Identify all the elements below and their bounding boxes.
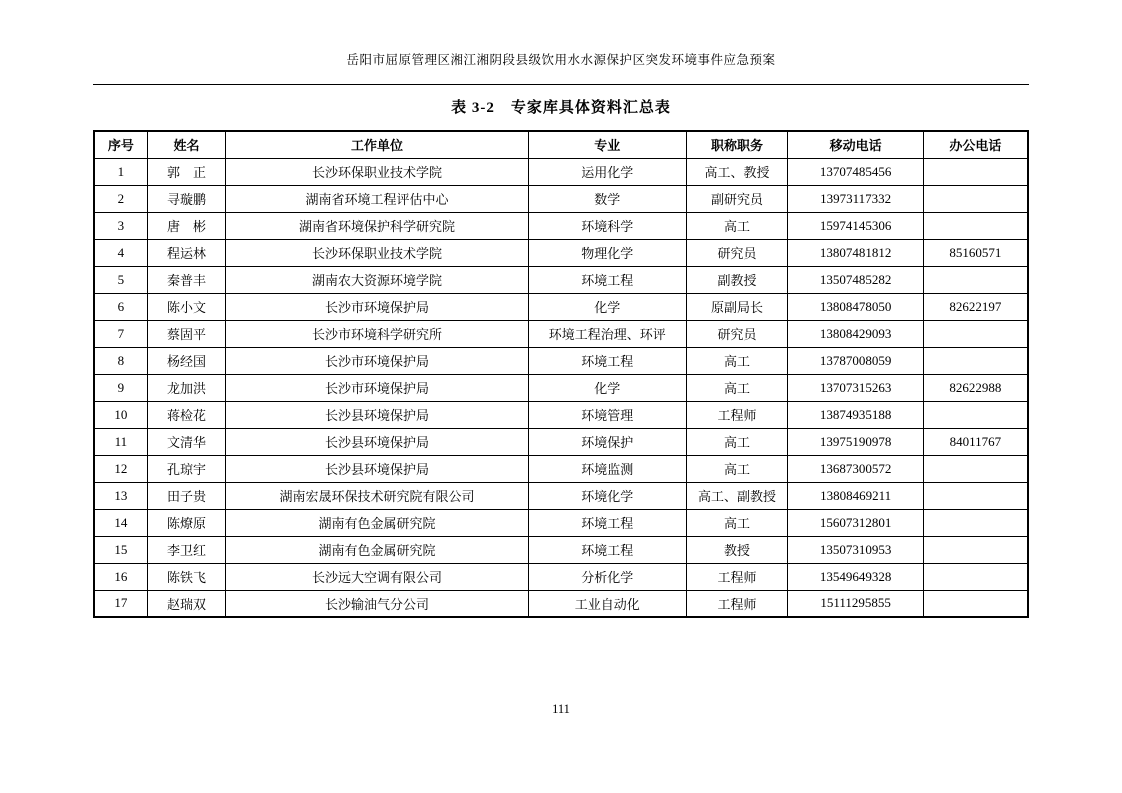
cell-work-unit: 长沙远大空调有限公司 bbox=[226, 563, 529, 590]
column-header-work-unit: 工作单位 bbox=[226, 131, 529, 158]
cell-title: 高工、副教授 bbox=[686, 482, 788, 509]
cell-office-phone: 82622197 bbox=[923, 293, 1028, 320]
cell-specialty: 环境科学 bbox=[528, 212, 686, 239]
cell-office-phone bbox=[923, 212, 1028, 239]
cell-index: 1 bbox=[94, 158, 147, 185]
cell-index: 8 bbox=[94, 347, 147, 374]
cell-mobile-phone: 13973117332 bbox=[788, 185, 923, 212]
cell-index: 3 bbox=[94, 212, 147, 239]
table-row bbox=[94, 347, 1028, 374]
cell-name: 龙加洪 bbox=[147, 374, 225, 401]
cell-mobile-phone: 13807481812 bbox=[788, 239, 923, 266]
cell-work-unit: 长沙市环境科学研究所 bbox=[226, 320, 529, 347]
cell-name: 蒋检花 bbox=[147, 401, 225, 428]
cell-office-phone bbox=[923, 401, 1028, 428]
table-row bbox=[94, 590, 1028, 617]
cell-work-unit: 长沙输油气分公司 bbox=[226, 590, 529, 617]
cell-name: 陈铁飞 bbox=[147, 563, 225, 590]
table-row bbox=[94, 563, 1028, 590]
cell-specialty: 环境工程治理、环评 bbox=[528, 320, 686, 347]
cell-title: 副研究员 bbox=[686, 185, 788, 212]
cell-specialty: 环境工程 bbox=[528, 536, 686, 563]
document-header-text: 岳阳市屈原管理区湘江湘阴段县级饮用水水源保护区突发环境事件应急预案 bbox=[346, 53, 776, 67]
table-header-row bbox=[94, 131, 1028, 158]
header-divider bbox=[93, 84, 1029, 85]
cell-specialty: 环境管理 bbox=[528, 401, 686, 428]
cell-work-unit: 湖南省环境保护科学研究院 bbox=[226, 212, 529, 239]
cell-name: 杨经国 bbox=[147, 347, 225, 374]
cell-work-unit: 湖南宏晟环保技术研究院有限公司 bbox=[226, 482, 529, 509]
cell-name: 文清华 bbox=[147, 428, 225, 455]
cell-mobile-phone: 13687300572 bbox=[788, 455, 923, 482]
table-row bbox=[94, 293, 1028, 320]
cell-name: 程运林 bbox=[147, 239, 225, 266]
cell-mobile-phone: 15111295855 bbox=[788, 590, 923, 617]
cell-index: 10 bbox=[94, 401, 147, 428]
cell-office-phone bbox=[923, 347, 1028, 374]
cell-title: 教授 bbox=[686, 536, 788, 563]
cell-work-unit: 湖南有色金属研究院 bbox=[226, 536, 529, 563]
experts-table bbox=[93, 130, 1029, 618]
cell-office-phone bbox=[923, 536, 1028, 563]
column-header-title: 职称职务 bbox=[686, 131, 788, 158]
cell-work-unit: 湖南农大资源环境学院 bbox=[226, 266, 529, 293]
cell-index: 14 bbox=[94, 509, 147, 536]
cell-work-unit: 长沙县环境保护局 bbox=[226, 455, 529, 482]
table-header bbox=[94, 131, 1028, 158]
cell-mobile-phone: 15974145306 bbox=[788, 212, 923, 239]
cell-work-unit: 长沙环保职业技术学院 bbox=[226, 239, 529, 266]
cell-mobile-phone: 13507310953 bbox=[788, 536, 923, 563]
cell-specialty: 环境化学 bbox=[528, 482, 686, 509]
cell-office-phone bbox=[923, 455, 1028, 482]
cell-title: 工程师 bbox=[686, 563, 788, 590]
cell-work-unit: 湖南有色金属研究院 bbox=[226, 509, 529, 536]
document-header bbox=[93, 0, 1029, 68]
cell-index: 2 bbox=[94, 185, 147, 212]
cell-index: 16 bbox=[94, 563, 147, 590]
cell-office-phone: 84011767 bbox=[923, 428, 1028, 455]
cell-office-phone bbox=[923, 509, 1028, 536]
column-header-name: 姓名 bbox=[147, 131, 225, 158]
cell-specialty: 环境工程 bbox=[528, 347, 686, 374]
cell-title: 高工 bbox=[686, 212, 788, 239]
cell-title: 工程师 bbox=[686, 590, 788, 617]
cell-index: 12 bbox=[94, 455, 147, 482]
cell-name: 陈小文 bbox=[147, 293, 225, 320]
cell-mobile-phone: 13549649328 bbox=[788, 563, 923, 590]
cell-mobile-phone: 13787008059 bbox=[788, 347, 923, 374]
cell-mobile-phone: 13707315263 bbox=[788, 374, 923, 401]
cell-office-phone bbox=[923, 185, 1028, 212]
column-header-specialty: 专业 bbox=[528, 131, 686, 158]
table-row bbox=[94, 374, 1028, 401]
cell-index: 17 bbox=[94, 590, 147, 617]
cell-index: 4 bbox=[94, 239, 147, 266]
cell-name: 秦普丰 bbox=[147, 266, 225, 293]
column-header-office-phone: 办公电话 bbox=[923, 131, 1028, 158]
cell-specialty: 工业自动化 bbox=[528, 590, 686, 617]
cell-work-unit: 长沙县环境保护局 bbox=[226, 428, 529, 455]
cell-index: 5 bbox=[94, 266, 147, 293]
cell-name: 赵瑞双 bbox=[147, 590, 225, 617]
table-row bbox=[94, 482, 1028, 509]
cell-name: 郭 正 bbox=[147, 158, 225, 185]
cell-index: 11 bbox=[94, 428, 147, 455]
cell-name: 蔡固平 bbox=[147, 320, 225, 347]
cell-name: 田子贵 bbox=[147, 482, 225, 509]
cell-work-unit: 湖南省环境工程评估中心 bbox=[226, 185, 529, 212]
table-row bbox=[94, 455, 1028, 482]
cell-specialty: 数学 bbox=[528, 185, 686, 212]
cell-title: 研究员 bbox=[686, 239, 788, 266]
cell-title: 高工、教授 bbox=[686, 158, 788, 185]
cell-name: 寻璇鹏 bbox=[147, 185, 225, 212]
cell-office-phone bbox=[923, 590, 1028, 617]
cell-specialty: 物理化学 bbox=[528, 239, 686, 266]
table-row bbox=[94, 509, 1028, 536]
cell-work-unit: 长沙市环境保护局 bbox=[226, 293, 529, 320]
table-row bbox=[94, 536, 1028, 563]
cell-name: 李卫红 bbox=[147, 536, 225, 563]
cell-specialty: 环境保护 bbox=[528, 428, 686, 455]
table-title: 表 3-2 专家库具体资料汇总表 bbox=[451, 100, 671, 116]
table-row bbox=[94, 239, 1028, 266]
cell-office-phone bbox=[923, 158, 1028, 185]
cell-title: 高工 bbox=[686, 428, 788, 455]
cell-index: 6 bbox=[94, 293, 147, 320]
cell-name: 孔琼宇 bbox=[147, 455, 225, 482]
table-row bbox=[94, 428, 1028, 455]
cell-office-phone bbox=[923, 482, 1028, 509]
table-row bbox=[94, 320, 1028, 347]
table-row bbox=[94, 158, 1028, 185]
cell-specialty: 环境监测 bbox=[528, 455, 686, 482]
cell-mobile-phone: 13808478050 bbox=[788, 293, 923, 320]
cell-mobile-phone: 13874935188 bbox=[788, 401, 923, 428]
cell-index: 7 bbox=[94, 320, 147, 347]
page-number: 111 bbox=[552, 702, 570, 716]
column-header-mobile-phone: 移动电话 bbox=[788, 131, 923, 158]
cell-mobile-phone: 15607312801 bbox=[788, 509, 923, 536]
cell-mobile-phone: 13808469211 bbox=[788, 482, 923, 509]
cell-specialty: 化学 bbox=[528, 374, 686, 401]
cell-specialty: 化学 bbox=[528, 293, 686, 320]
cell-work-unit: 长沙市环境保护局 bbox=[226, 347, 529, 374]
column-header-index: 序号 bbox=[94, 131, 147, 158]
cell-work-unit: 长沙市环境保护局 bbox=[226, 374, 529, 401]
cell-work-unit: 长沙环保职业技术学院 bbox=[226, 158, 529, 185]
cell-office-phone bbox=[923, 320, 1028, 347]
cell-work-unit: 长沙县环境保护局 bbox=[226, 401, 529, 428]
cell-office-phone: 85160571 bbox=[923, 239, 1028, 266]
cell-title: 高工 bbox=[686, 455, 788, 482]
cell-specialty: 环境工程 bbox=[528, 266, 686, 293]
cell-office-phone bbox=[923, 563, 1028, 590]
cell-name: 唐 彬 bbox=[147, 212, 225, 239]
cell-specialty: 运用化学 bbox=[528, 158, 686, 185]
cell-index: 9 bbox=[94, 374, 147, 401]
cell-specialty: 分析化学 bbox=[528, 563, 686, 590]
cell-title: 原副局长 bbox=[686, 293, 788, 320]
cell-title: 工程师 bbox=[686, 401, 788, 428]
cell-index: 15 bbox=[94, 536, 147, 563]
table-row bbox=[94, 212, 1028, 239]
cell-mobile-phone: 13707485456 bbox=[788, 158, 923, 185]
cell-index: 13 bbox=[94, 482, 147, 509]
cell-specialty: 环境工程 bbox=[528, 509, 686, 536]
table-body bbox=[94, 158, 1028, 617]
cell-title: 高工 bbox=[686, 374, 788, 401]
cell-office-phone: 82622988 bbox=[923, 374, 1028, 401]
document-content bbox=[93, 0, 1029, 717]
table-row bbox=[94, 266, 1028, 293]
cell-title: 高工 bbox=[686, 347, 788, 374]
cell-mobile-phone: 13808429093 bbox=[788, 320, 923, 347]
cell-office-phone bbox=[923, 266, 1028, 293]
cell-mobile-phone: 13975190978 bbox=[788, 428, 923, 455]
cell-name: 陈燎原 bbox=[147, 509, 225, 536]
table-row bbox=[94, 185, 1028, 212]
cell-title: 副教授 bbox=[686, 266, 788, 293]
cell-mobile-phone: 13507485282 bbox=[788, 266, 923, 293]
table-row bbox=[94, 401, 1028, 428]
cell-title: 高工 bbox=[686, 509, 788, 536]
cell-title: 研究员 bbox=[686, 320, 788, 347]
